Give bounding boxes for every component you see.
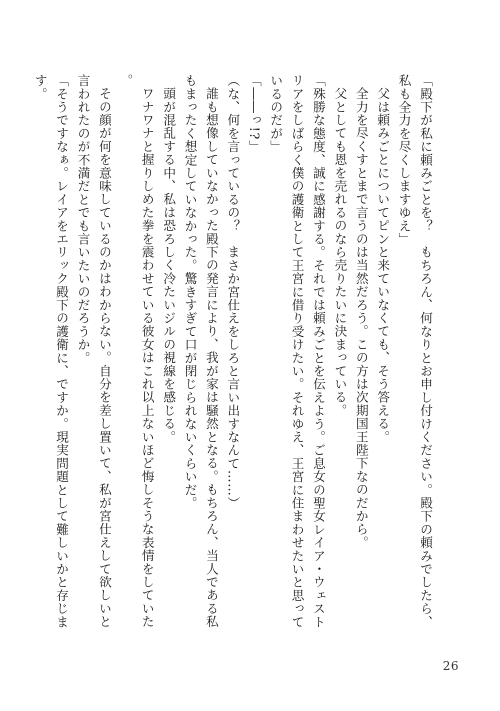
paragraph-2: 父は頼みごとについてピンと来ていなくても、そう答える。 [375, 86, 391, 443]
paragraph-6: 「――っ!?」 [246, 74, 262, 154]
paragraph-12: 「そうですなぁ。レイアをエリック殿下の護衛に、ですか。現実問題として難しいかと存じます。 [32, 74, 70, 629]
paragraph-10: ワナワナと握りしめた拳を震わせている彼女はこれ以上ないほど悔しそうな表情をしていた。 [118, 74, 155, 628]
vertical-text-body [32, 74, 436, 634]
paragraph-11: その顔が何を意味しているのかはわからない。自分を差し置いて、私が宮仕えして欲しいと言われたのが不満だとでも言いたいのだろうか。 [75, 74, 112, 628]
paragraph-9: 頭が混乱する中、私は恐ろしく冷たいジルの視線を感じる。 [161, 86, 177, 443]
paragraph-1: 「殿下が私に頼みごとを？ もちろん、何なりとお申し付けください。殿下の頼みでしたら、私も全力を尽くしますゆえ」 [396, 74, 433, 629]
paragraph-5: 「殊勝な態度、誠に感謝する。それでは頼みごとを伝えよう。ご息女の聖女レイア・ウェストリアをしばらく僕の護衛として王宮に借り受けたい。それゆえ、王宮に住まわせたいと思っているのだが」 [268, 74, 326, 629]
paragraph-8: 誰も想像していなかった殿下の発言により、我が家は騒然となる。もちろん、当人である私もまったく想定していなかった。驚きすぎて口が閉じられないくらいだ。 [182, 74, 219, 628]
paragraph-3: 全力を尽くすとまで言うのは当然だろう。この方は次期国王陛下なのだから。 [353, 86, 369, 549]
page-number: 26 [442, 659, 459, 673]
paragraph-4: 父としても恩を売れるのなら売りたいに決まっている。 [332, 86, 348, 417]
paragraph-7: （な、何を言っているの？ まさか宮仕えをしろと言い出すなんて……） [225, 74, 241, 510]
